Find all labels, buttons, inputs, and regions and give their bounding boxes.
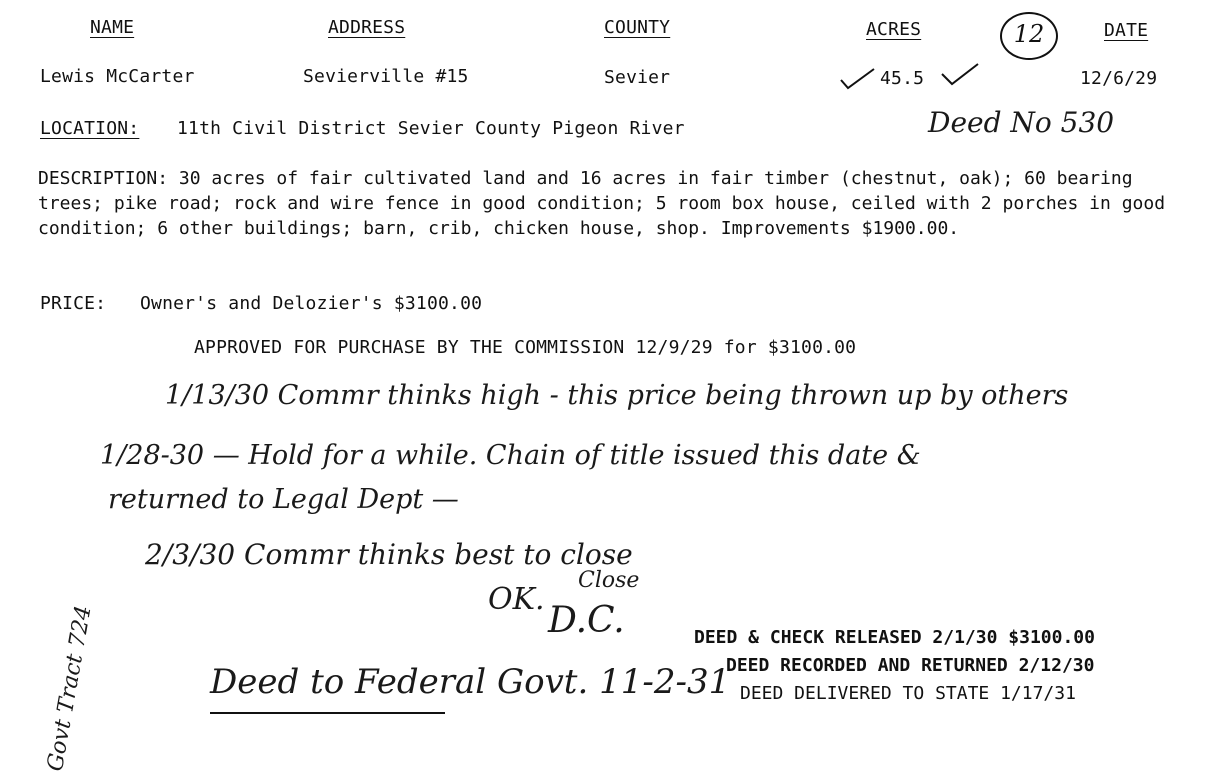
handwritten-note-2: 1/28-30 — Hold for a while. Chain of title issued this date & bbox=[100, 440, 921, 471]
approval-line: APPROVED FOR PURCHASE BY THE COMMISSION 12/9/29 for $3100.00 bbox=[194, 337, 857, 358]
price-value: Owner's and Delozier's $3100.00 bbox=[140, 293, 483, 314]
page-number: 12 bbox=[1013, 20, 1045, 48]
handwritten-ok: OK. bbox=[488, 582, 545, 617]
location-value: 11th Civil District Sevier County Pigeon River bbox=[177, 118, 685, 139]
record-date: 12/6/29 bbox=[1080, 68, 1158, 89]
deed-number-note: Deed No 530 bbox=[928, 106, 1115, 139]
handwritten-close: Close bbox=[578, 568, 640, 593]
check-mark-icon bbox=[938, 60, 982, 90]
owner-county: Sevier bbox=[604, 67, 671, 88]
margin-note-govt-tract: Govt Tract 724 bbox=[42, 603, 97, 773]
handwritten-note-3: returned to Legal Dept — bbox=[108, 484, 459, 515]
stamp-deed-check-released: DEED & CHECK RELEASED 2/1/30 $3100.00 bbox=[694, 627, 1095, 648]
federal-deed-underline bbox=[210, 712, 445, 714]
description-block bbox=[38, 166, 1198, 241]
description-label: DESCRIPTION: bbox=[38, 168, 169, 189]
acres-value: 45.5 bbox=[880, 68, 925, 89]
address-label: ADDRESS bbox=[328, 17, 406, 38]
price-label: PRICE: bbox=[40, 293, 107, 314]
handwritten-initials: D.C. bbox=[548, 600, 625, 641]
name-label: NAME bbox=[90, 17, 135, 38]
page-number-circle bbox=[1000, 12, 1058, 60]
handwritten-note-1: 1/13/30 Commr thinks high - this price being thrown up by others bbox=[165, 380, 1069, 411]
description-text: 30 acres of fair cultivated land and 16 acres in fair timber (chestnut, oak); 60 bearing trees; pike road; rock and wire fence in good condition; 5 room box house, ceiled with 2 porches in good condition; 6 other buildings; barn, crib, chicken house, shop. Improvements $1900.00. bbox=[38, 168, 1166, 239]
check-mark-icon bbox=[838, 66, 878, 92]
location-label: LOCATION: bbox=[40, 118, 140, 139]
county-label: COUNTY bbox=[604, 17, 671, 38]
acres-label: ACRES bbox=[866, 19, 922, 40]
owner-address: Sevierville #15 bbox=[303, 66, 469, 87]
date-label: DATE bbox=[1104, 20, 1149, 41]
stamp-deed-delivered: DEED DELIVERED TO STATE 1/17/31 bbox=[740, 683, 1076, 704]
handwritten-note-4: 2/3/30 Commr thinks best to close bbox=[145, 538, 633, 571]
owner-name: Lewis McCarter bbox=[40, 66, 195, 87]
stamp-deed-recorded: DEED RECORDED AND RETURNED 2/12/30 bbox=[726, 655, 1095, 676]
handwritten-federal-deed: Deed to Federal Govt. 11-2-31 bbox=[210, 662, 731, 702]
